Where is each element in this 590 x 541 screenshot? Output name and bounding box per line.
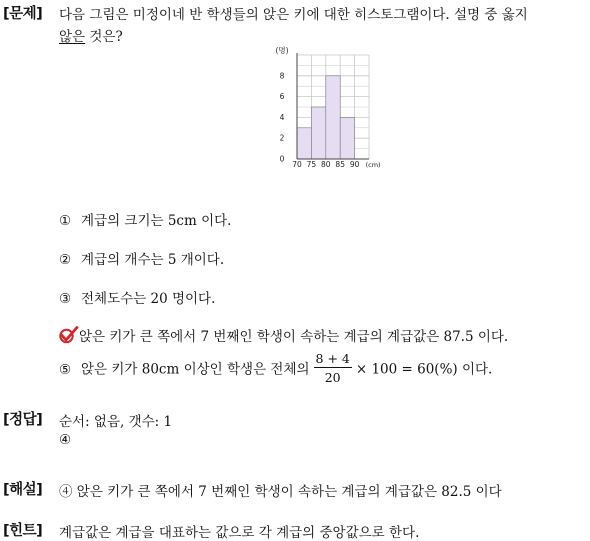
problem-line-2-rest: 것은? <box>85 29 123 45</box>
x-tick-label: 90 <box>349 160 360 169</box>
y-tick-label: 4 <box>279 112 285 122</box>
answer-line-2: ④ <box>59 432 72 448</box>
histogram-bar-70-75 <box>297 128 311 159</box>
x-axis-label: (cm) <box>365 161 381 169</box>
problem-line-1: 다음 그림은 미정이네 반 학생들의 앉은 키에 대한 히스토그램이다. 설명 중 옳지 <box>59 7 528 23</box>
check-mark-icon <box>59 326 79 345</box>
choice-1-text: 계급의 크기는 5cm 이다. <box>81 213 232 229</box>
histogram-chart <box>268 46 392 172</box>
choice-4[interactable] <box>59 325 508 345</box>
choice-3-number: ③ <box>59 291 72 307</box>
choice-5-text-after: × 100 = 60(%) 이다. <box>355 361 493 378</box>
y-tick-label: 2 <box>279 133 285 143</box>
y-axis-label: (명) <box>275 46 289 55</box>
choice-3[interactable] <box>59 287 215 307</box>
choice-1-number: ① <box>59 213 72 229</box>
x-tick-label: 85 <box>335 160 345 169</box>
choice-4-text: 앉은 키가 큰 쪽에서 7 번째인 학생이 속하는 계급의 계급값은 87.5 이다. <box>79 329 509 345</box>
y-tick-label: 0 <box>279 154 285 164</box>
answer-line-1: 순서: 없음, 갯수: 1 <box>59 414 173 430</box>
y-tick-label: 6 <box>279 92 285 102</box>
answer-tag: [정답] <box>3 412 43 428</box>
fraction-numerator: 8 + 4 <box>315 351 350 366</box>
choice-5-fraction <box>314 351 352 385</box>
histogram-bar-75-80 <box>311 107 325 159</box>
y-tick-label: 8 <box>279 71 285 81</box>
histogram-bar-85-90 <box>340 117 354 159</box>
choice-5-number: ⑤ <box>59 361 72 378</box>
explanation-tag: [해설] <box>3 482 43 498</box>
choice-5-text-before: 앉은 키가 80cm 이상인 학생은 전체의 <box>81 361 310 378</box>
choice-2[interactable] <box>59 248 224 268</box>
histogram-bar-80-85 <box>326 76 340 159</box>
x-tick-label: 80 <box>321 160 331 169</box>
choice-2-number: ② <box>59 252 72 268</box>
x-tick-label: 70 <box>292 160 302 169</box>
x-tick-label: 75 <box>306 160 317 169</box>
fraction-denominator: 20 <box>324 370 341 385</box>
hint-text: 계급값은 계급을 대표하는 값으로 각 계급의 중앙값으로 한다. <box>59 525 420 541</box>
explanation-text: ④ 앉은 키가 큰 쪽에서 7 번째인 학생이 속하는 계급의 계급값은 82.5 이다 <box>59 484 502 500</box>
choice-5[interactable] <box>59 353 492 387</box>
problem-underlined-word: 않은 <box>59 29 86 45</box>
choice-1[interactable] <box>59 209 231 229</box>
problem-tag: [문제] <box>3 6 43 22</box>
choice-3-text: 전체도수는 20 명이다. <box>81 291 216 307</box>
hint-tag: [힌트] <box>3 523 43 539</box>
problem-line-2 <box>59 25 123 45</box>
choice-2-text: 계급의 개수는 5 개이다. <box>81 252 225 268</box>
